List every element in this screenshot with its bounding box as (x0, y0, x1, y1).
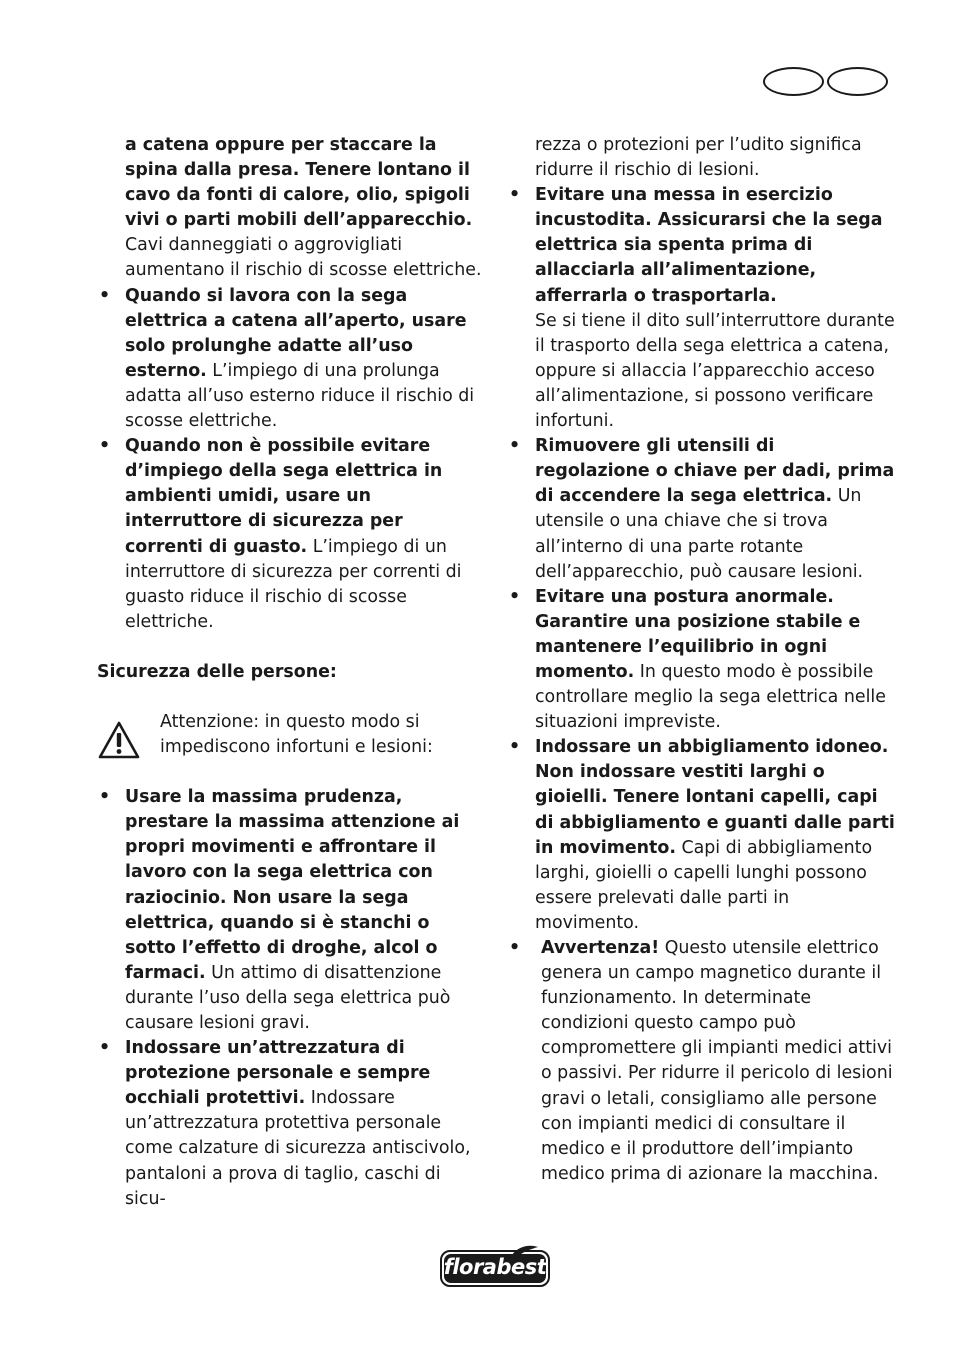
bold-text: Rimuovere gli utensili di regolazione o chiave per dadi, prima di accendere la sega elettrica. (535, 436, 895, 507)
bold-text: Avvertenza! (541, 938, 660, 958)
bullet-icon: • (509, 436, 521, 457)
bold-text: Indossare un’attrezzatura di protezione personale e sempre occhiali protettivi. (125, 1038, 431, 1109)
body-text: L’impiego di una prolunga adatta all’uso esterno riduce il rischio di scosse elettriche. (125, 360, 475, 432)
right-column (507, 133, 895, 1187)
language-badge-1 (763, 67, 824, 96)
bullet-icon: • (99, 1038, 111, 1059)
bullet-list (97, 284, 485, 635)
warning-note (97, 710, 485, 760)
language-badge-2 (827, 67, 888, 96)
list-item (507, 585, 895, 736)
list-item (97, 1036, 485, 1212)
language-badges (763, 67, 889, 98)
section-heading: Sicurezza delle persone: (97, 661, 337, 682)
body-text: In questo modo è possibile controllare meglio la sega elettrica nelle situazioni impreviste. (535, 661, 886, 733)
body-text: Capi di abbigliamento larghi, gioielli o capelli lunghi possono essere prelevati dalle parti in movimento. (535, 837, 873, 933)
bold-text: Quando non è possibile evitare d’impiego della sega elettrica in ambienti umidi, usare un interruttore di sicurezza per correnti di guasto. (125, 436, 443, 557)
list-item (97, 434, 485, 635)
warning-text: Attenzione: in questo modo si impediscono infortuni e lesioni: (160, 711, 433, 758)
bold-text: Evitare una postura anormale. Garantire una posizione stabile e mantenere l’equilibrio in ogni momento. (535, 586, 861, 682)
logo-text: florabest (443, 1255, 547, 1279)
list-item (507, 735, 895, 936)
continued-paragraph: rezza o protezioni per l’udito significa ridurre il rischio di lesioni. (535, 135, 862, 181)
continued-paragraph (97, 133, 485, 284)
left-column (97, 133, 485, 1212)
bullet-icon: • (509, 586, 521, 607)
body-text: Se si tiene il dito sull’interruttore durante il trasporto della sega elettrica a catena, oppure si allaccia l’apparecchio acceso all’alimentazione, si possono verificare infortuni. (535, 310, 895, 432)
bullet-icon: • (509, 185, 521, 206)
bold-text: Evitare una messa in esercizio incustodita. Assicurarsi che la sega elettrica sia spenta prima di allacciarla all’alimentazione, afferrarla o trasportarla. (535, 185, 883, 306)
bullet-icon: • (509, 938, 521, 958)
bullet-icon: • (99, 285, 111, 306)
body-text: Un attimo di disattenzione durante l’uso della sega elettrica può causare lesioni gravi. (125, 962, 451, 1033)
bullet-list (507, 183, 895, 1187)
list-item (507, 434, 895, 585)
body-text: Indossare un’attrezzatura protettiva personale come calzature di sicurezza antiscivolo, pantaloni a prova di taglio, caschi di sicu- (125, 1088, 471, 1209)
bullet-icon: • (509, 737, 521, 758)
bold-text: Usare la massima prudenza, prestare la massima attenzione ai propri movimenti e affrontare il lavoro con la sega elettrica con raziocinio. Non usare la sega elettrica, quando si è stanchi o sotto l’effetto di droghe, alcol o farmaci. (125, 787, 460, 983)
bold-text: Quando si lavora con la sega elettrica a catena all’aperto, usare solo prolunghe adatte all’uso esterno. (125, 285, 467, 381)
body-text: L’impiego di un interruttore di sicurezza per correnti di guasto riduce il rischio di scosse elettriche. (125, 536, 462, 632)
list-item (97, 785, 485, 1036)
body-text: Cavi danneggiati o aggrovigliati aumentano il rischio di scosse elettriche. (125, 235, 482, 281)
bold-text: a catena oppure per staccare la spina dalla presa. Tenere lontano il cavo da fonti di calore, olio, spigoli vivi o parti mobili dell’apparecchio. (125, 135, 473, 231)
bullet-icon: • (99, 436, 111, 457)
bold-text: Indossare un abbigliamento idoneo. Non indossare vestiti larghi o gioielli. Tenere lontani capelli, capi di abbigliamento e guanti dalle parti in movimento. (535, 737, 895, 858)
list-item (507, 183, 895, 434)
body-text: Un utensile o una chiave che si trova all’interno di una parte rotante dell’apparecchio, può causare lesioni. (535, 486, 864, 582)
bullet-list (97, 785, 485, 1212)
bullet-icon: • (99, 787, 111, 808)
body-text: Questo utensile elettrico genera un campo magnetico durante il funzionamento. In determinate condizioni questo campo può compromettere gli impianti medici attivi o passivi. Per ridurre il pericolo di lesioni gravi o letali, consigliamo alle persone con impianti medici di consultare il medico e il produttore dell’impianto medico prima di azionare la macchina. (541, 938, 893, 1184)
list-item (97, 284, 485, 435)
florabest-logo (438, 1244, 552, 1289)
list-item (507, 936, 895, 1187)
warning-triangle-icon (97, 720, 141, 760)
